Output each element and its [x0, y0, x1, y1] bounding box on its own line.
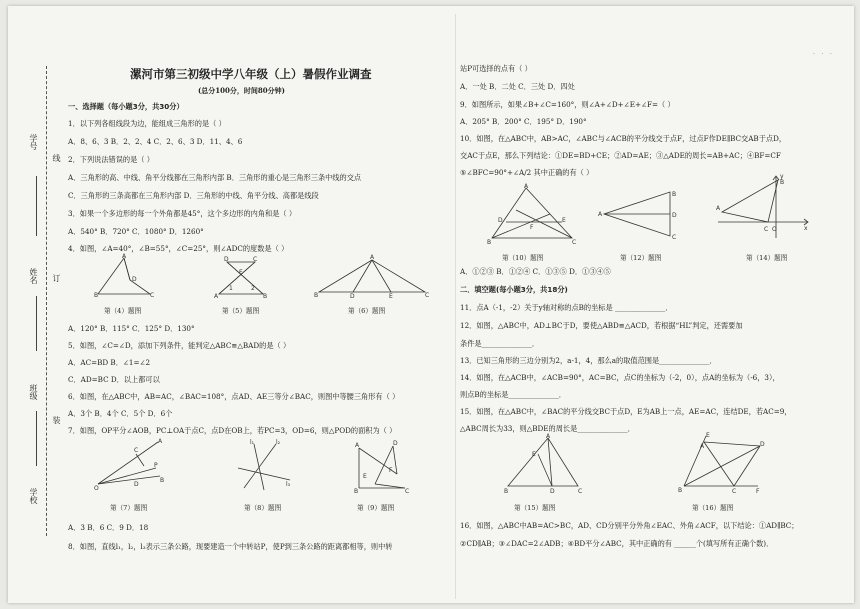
options-6: A．3个 B．4个 C．5个 D．6个: [68, 409, 173, 418]
caption-q9: 第（9）题图: [357, 504, 395, 512]
question-14: 14．如图，在△ACB中，∠ACB=90°，AC=BC，点C的坐标为（-2，0），点A的坐标为（-6，3），: [460, 373, 780, 382]
binding-gutter: [8, 6, 66, 603]
fig-label: B: [504, 488, 509, 495]
question-10: 10．如图，在△ABC中，AB>AC，∠ABC与∠ACB的平分线交于点F，过点F作DE∥BC交AB于点D，: [460, 134, 787, 143]
school-label: 学校: [29, 488, 38, 504]
fig-label: A: [370, 254, 375, 261]
figure-q8: [236, 440, 292, 492]
fig-label: B: [487, 239, 492, 246]
faint-corner-mark: · · ·: [812, 50, 834, 58]
options-2ab: A．三角形的高、中线、角平分线都在三角形内部 B．三角形的重心是三角形三条中线的交点: [68, 173, 362, 182]
fig-label: D: [498, 217, 503, 224]
student-no-blank[interactable]: [36, 176, 37, 236]
fig-label: l₃: [286, 481, 291, 488]
fig-label: C: [253, 256, 258, 263]
options-5cd: C．AD=BC D．以上都可以: [68, 375, 160, 384]
fig-label: A: [546, 433, 551, 440]
fig-label: D: [672, 212, 677, 219]
page-title: 漯河市第三初级中学八年级（上）暑假作业调查: [130, 67, 372, 81]
page-subtitle: (总分100分，时间80分钟): [198, 86, 285, 95]
fig-label: F: [389, 467, 393, 474]
class-blank[interactable]: [36, 411, 37, 466]
name-label: 姓名: [29, 268, 38, 284]
fig-label: 2: [251, 285, 255, 292]
fig-label: C: [425, 292, 430, 299]
fig-label: A: [716, 205, 721, 212]
fig-label: l₂: [276, 439, 281, 446]
figure-q7: [94, 438, 164, 490]
fig-label: B: [354, 488, 359, 495]
fig-label: 1: [229, 285, 233, 292]
caption-q4: 第（4）题图: [104, 307, 142, 315]
question-3: 3．如果一个多边形的每一个外角都是45°，这个多边形的内角和是（ ）: [68, 209, 297, 218]
exam-sheet: [8, 6, 854, 603]
caption-q16: 第（16）题图: [692, 504, 734, 512]
column-divider: [455, 14, 456, 599]
fig-label: B: [160, 477, 165, 484]
question-14-b: 则点B的坐标是______________．: [460, 390, 566, 399]
fig-label: D: [350, 293, 355, 300]
figure-q5: [213, 256, 269, 298]
section-heading-2: 二．填空题(每小题3分，共18分): [460, 285, 568, 294]
cut-line: [46, 66, 47, 536]
section-heading: 一、选择题（每小题3分，共30分）: [68, 102, 184, 111]
question-4: 4．如图，∠A=40°，∠B=55°，∠C=25°，则∠ADC的度数是（ ）: [68, 244, 289, 253]
fig-label: E: [239, 269, 243, 276]
question-10-c: ⑤∠BFC=90°+∠A/2 其中正确的有（ ）: [460, 168, 594, 177]
figure-q15: [504, 434, 584, 494]
fig-label: C: [764, 226, 769, 233]
question-16-b: ②CD∥AB；③∠DAC=2∠ADB；④BD平分∠ABC，其中正确的有 ______个(填写所有正确个数)．: [460, 539, 774, 548]
question-7: 7．如图，OP平分∠AOB，PC⊥OA于点C，点D在OB上，若PC=3，OD=6，则△POD的面积为（ ）: [68, 426, 397, 435]
figure-q14: [716, 172, 812, 244]
fig-label: C: [150, 292, 155, 299]
fig-label: O: [94, 485, 99, 492]
fig-label: D: [132, 276, 137, 283]
question-13: 13．已知三角形的三边分别为2，a-1，4，那么a的取值范围是______________．: [460, 356, 717, 365]
fig-label: A: [158, 438, 163, 445]
fig-label: B: [94, 292, 99, 299]
options-10: A．①②③ B．①②④ C．①③⑤ D．①③④⑤: [460, 267, 611, 276]
fig-label: A: [524, 183, 529, 190]
cut-mark-bind: 订: [52, 274, 61, 282]
caption-q12: 第（12）题图: [620, 254, 662, 262]
fig-label: P: [154, 462, 158, 469]
question-11: 11．点A（-1，-2）关于y轴对称的点B的坐标是 ______________．: [460, 303, 673, 312]
question-10-b: 交AC于点E，那么下列结论：①DE=BD+CE；②AD=AE；③△ADE的周长=AB+AC；④BF=CF: [460, 151, 781, 160]
options-5ab: A．AC=BD B．∠1=∠2: [68, 358, 151, 367]
fig-label: A: [214, 293, 219, 300]
caption-q7: 第（7）题图: [110, 504, 148, 512]
fig-label: E: [532, 451, 536, 458]
figure-q6: [313, 254, 431, 300]
fig-label: F: [530, 224, 534, 231]
question-15: 15．如图，在△ABC中，∠BAC的平分线交BC于点D，E为AB上一点，AE=AC，连结DE，若AC=9，: [460, 407, 792, 416]
fig-label: C: [405, 488, 410, 495]
fig-label: E: [562, 217, 566, 224]
figure-q10: [486, 184, 578, 244]
question-16: 16．如图，△ABC中AB=AC>BC，AD、CD分别平分外角∠EAC、外角∠ACF，以下结论：①AD∥BC；: [460, 521, 799, 530]
name-blank[interactable]: [36, 296, 37, 351]
student-no-label: 学号: [29, 134, 38, 150]
fig-label: C: [572, 239, 577, 246]
fig-label: A: [355, 442, 360, 449]
caption-q5: 第（5）题图: [222, 307, 260, 315]
fig-label: y: [780, 173, 784, 180]
options-1: A．8、6、3 B．2、2、4 C．2、6、3 D．11、4、6: [68, 137, 243, 146]
options-4: A．120° B．115° C．125° D．130°: [68, 324, 195, 333]
fig-label: C: [134, 447, 139, 454]
caption-q10: 第（10）题图: [502, 254, 544, 262]
fig-label: x: [804, 225, 808, 232]
question-12: 12．如图，△ABC中，AD⊥BC于D，要使△ABD≌△ACD，若根据“HL”判定，还需要加: [460, 321, 743, 330]
fig-label: A: [700, 443, 705, 450]
question-5: 5．如图，∠C=∠D，添加下列条件，能判定△ABC≌△BAD的是（ ）: [68, 341, 291, 350]
cut-mark-staple: 装: [52, 416, 61, 424]
options-3: A．540° B．720° C．1080° D．1260°: [68, 227, 204, 236]
fig-label: D: [550, 488, 555, 495]
options-9: A．205° B．200° C．195° D．190°: [460, 117, 587, 126]
question-15-b: △ABC周长为33，则△BDE的周长是______________．: [460, 424, 635, 433]
caption-q15: 第（15）题图: [514, 504, 556, 512]
fig-label: D: [134, 481, 139, 488]
figure-q4: [94, 253, 155, 299]
fig-label: D: [393, 440, 398, 447]
caption-q6: 第（6）题图: [348, 307, 386, 315]
question-6: 6．如图，在△ABC中，AB=AC，∠BAC=108°，点AD、AE三等分∠BAC，则图中等腰三角形有（ ）: [68, 392, 400, 401]
question-8-cont: 站P可选择的点有（ ）: [460, 64, 532, 73]
figure-q12: [598, 188, 684, 240]
options-8: A．一处 B．二处 C．三处 D．四处: [460, 82, 575, 91]
fig-label: E: [363, 473, 367, 480]
fig-label: B: [780, 179, 785, 186]
question-1: 1．以下列各组线段为边，能组成三角形的是（ ）: [68, 119, 226, 128]
caption-q14: 第（14）题图: [746, 254, 788, 262]
fig-label: C: [732, 488, 737, 495]
fig-label: C: [578, 488, 583, 495]
fig-label: E: [389, 293, 393, 300]
question-12-b: 条件是______________．: [460, 339, 540, 348]
fig-label: D: [224, 256, 229, 263]
cut-mark-line: 线: [52, 154, 61, 162]
caption-q8: 第（8）题图: [244, 504, 282, 512]
fig-label: D: [760, 441, 765, 448]
figure-q16: [676, 432, 768, 494]
fig-label: A: [598, 211, 603, 218]
fig-label: E: [706, 432, 710, 439]
fig-label: B: [678, 487, 683, 494]
fig-label: l₁: [250, 439, 255, 446]
class-label: 班级: [29, 384, 38, 400]
fig-label: F: [756, 488, 760, 495]
options-2cd: C．三角形的三条高都在三角形内部 D．三角形的中线、角平分线、高都是线段: [68, 191, 319, 200]
fig-label: A: [122, 253, 127, 260]
figure-q9: [353, 440, 411, 494]
question-9: 9．如图所示，如果∠B+∠C=160°，则∠A+∠D+∠E+∠F=（ ）: [460, 100, 675, 109]
fig-label: B: [314, 292, 319, 299]
fig-label: C: [672, 234, 677, 241]
question-8: 8．如图，直线l₁，l₂，l₃表示三条公路，现要建造一个中转站P，使P到三条公路的距离都相等，则中转: [68, 542, 393, 551]
fig-label: B: [263, 293, 268, 300]
question-2: 2．下列说法错误的是（ ）: [68, 155, 154, 164]
options-7: A．3 B．6 C．9 D．18: [68, 523, 149, 532]
fig-label: O: [772, 226, 777, 233]
fig-label: B: [672, 191, 677, 198]
